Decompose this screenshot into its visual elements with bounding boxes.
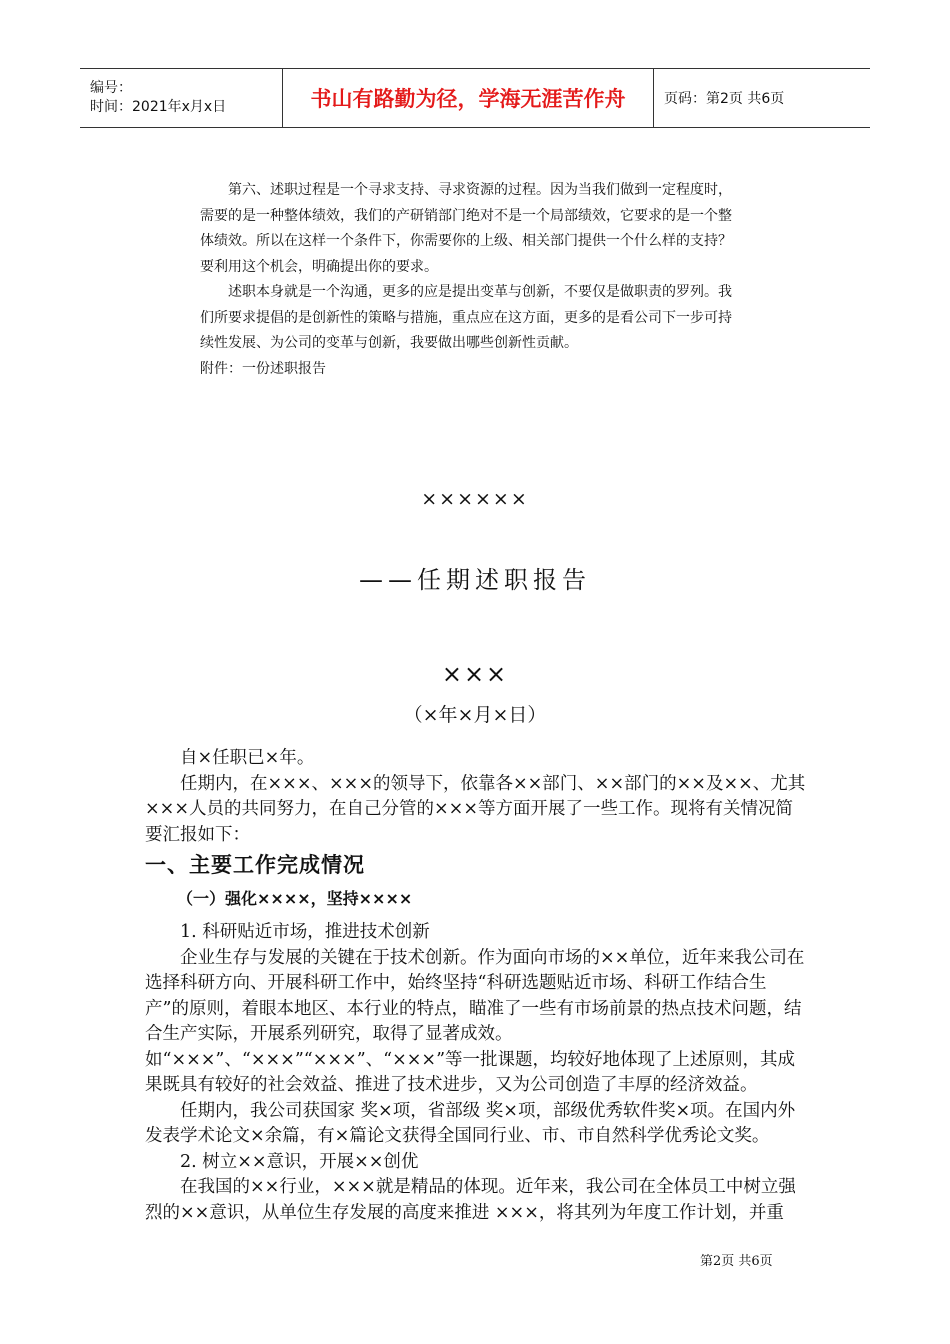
intro-paragraph: 述职本身就是一个沟通，更多的应是提出变革与创新，不要仅是做职责的罗列。我们所要求提倡的是创新性的策略与措施，重点应在这方面，更多的是看公司下一步可持续性发展、为公司的变革与创新，我要做出哪些创新性贡献。	[200, 284, 732, 351]
body-paragraph: 自×任职已×年。	[180, 748, 315, 768]
body-paragraph: 任期内，在×××、×××的领导下，依靠各××部门、××部门的××及××、尤其×××人员的共同努力，在自己分管的×××等方面开展了一些工作。现将有关情况简要汇报如下：	[145, 773, 806, 845]
report-title: ——任期述职报告	[359, 566, 591, 594]
header-page-info	[654, 69, 870, 127]
item-heading: 2. 树立××意识，开展××创优	[180, 1151, 419, 1172]
header-meta	[80, 69, 283, 127]
body-paragraph: 企业生存与发展的关键在于技术创新。作为面向市场的××单位，近年来我公司在选择科研方向、开展科研工作中，始终坚持“科研选题贴近市场、科研工作结合生产”的原则，着眼本地区、本行业的特点，瞄准了一些有市场前景的热点技术问题，结合生产实际，开展系列研究，取得了显著成效。如“×××”、“×××”“×××”、“×××”等一批课题，均较好地体现了上述原则，其成果既具有较好的社会效益、推进了技术进步，又为公司创造了丰厚的经济效益。	[145, 947, 805, 1095]
item-heading: 1. 科研贴近市场，推进技术创新	[180, 922, 430, 942]
report-author: ×××	[441, 660, 509, 688]
page-header	[80, 68, 870, 128]
page-label: 页码：第2页 共6页	[664, 91, 785, 107]
body-paragraph: 在我国的××行业，×××就是精品的体现。近年来，我公司在全体员工中树立强烈的××意识，从单位生存发展的高度来推进 ×××，将其列为年度工作计划，并重	[145, 1177, 796, 1223]
report-body	[145, 746, 807, 1226]
date-label: 时间：2021年x月x日	[90, 99, 227, 115]
body-paragraph: 任期内，我公司获国家 奖×项，省部级 奖×项，部级优秀软件奖×项。在国内外发表学术论文×余篇，有×篇论文获得全国同行业、市、市自然科学优秀论文奖。	[145, 1100, 796, 1146]
serial-label: 编号：	[90, 80, 132, 96]
subsection-heading: （一）强化××××，坚持××××	[177, 889, 413, 908]
intro-paragraph: 第六、述职过程是一个寻求支持、寻求资源的过程。因为当我们做到一定程度时，需要的是一种整体绩效，我们的产研销部门绝对不是一个局部绩效，它要求的是一个整体绩效。所以在这样一个条件下，你需要你的上级、相关部门提供一个什么样的支持？要利用这个机会，明确提出你的要求。	[200, 182, 732, 275]
intro-section	[200, 178, 745, 382]
section-heading: 一、主要工作完成情况	[145, 853, 365, 877]
report-date: （×年×月×日）	[403, 704, 547, 726]
header-motto	[283, 69, 654, 127]
attachment-note: 附件：一份述职报告	[200, 360, 326, 377]
page-footer: 第2页 共6页	[700, 1254, 773, 1269]
motto-text: 书山有路勤为径，学海无涯苦作舟	[310, 87, 626, 111]
report-org: ××××××	[421, 488, 529, 510]
